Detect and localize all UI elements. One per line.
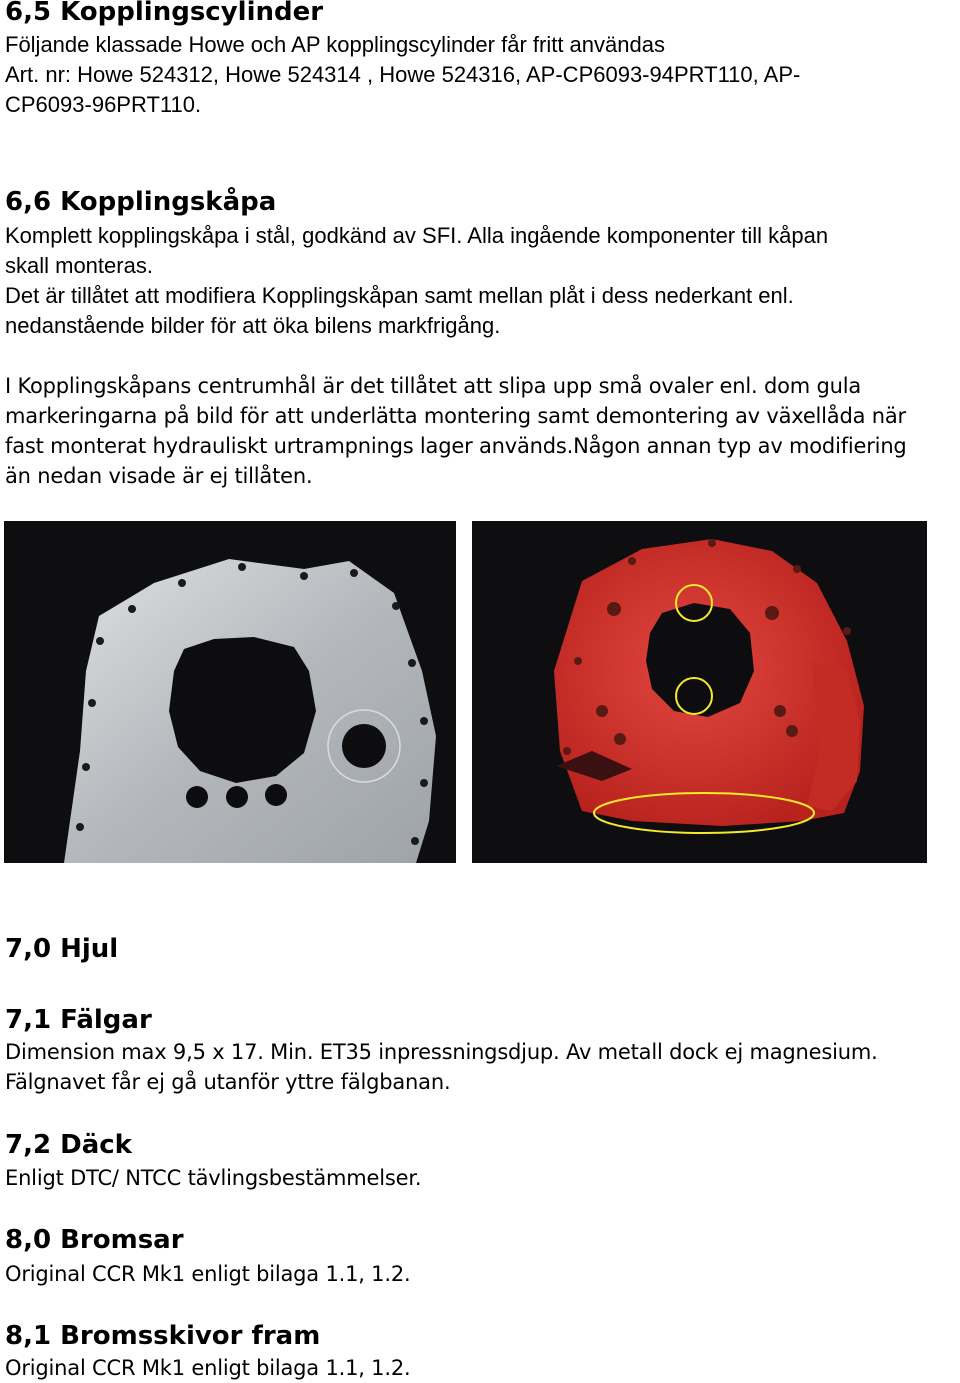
heading-7-0: 7,0 Hjul — [5, 934, 119, 964]
text-line: CP6093-96PRT110. — [5, 92, 202, 117]
heading-6-6: 6,6 Kopplingskåpa — [5, 187, 277, 217]
text-line: Art. nr: Howe 524312, Howe 524314 , Howe 524316, AP-CP6093-94PRT110, AP- — [5, 62, 801, 87]
paragraph-6-5 — [5, 30, 800, 120]
text-line: Original CCR Mk1 enligt bilaga 1.1, 1.2. — [5, 1262, 411, 1286]
paragraph-6-6-ovals — [5, 371, 907, 491]
text-line: än nedan visade är ej tillåten. — [5, 464, 313, 488]
heading-8-0: 8,0 Bromsar — [5, 1225, 184, 1255]
text-line: Enligt DTC/ NTCC tävlingsbestämmelser. — [5, 1166, 422, 1190]
paragraph-7-1 — [5, 1037, 878, 1097]
bellhousing-photo — [472, 521, 927, 863]
text-line: Följande klassade Howe och AP kopplingscylinder får fritt användas — [5, 32, 665, 57]
paragraph-6-6 — [5, 221, 828, 341]
paragraph-7-2 — [5, 1163, 421, 1193]
text-line: Original CCR Mk1 enligt bilaga 1.1, 1.2. — [5, 1356, 411, 1380]
text-line: Dimension max 9,5 x 17. Min. ET35 inpressningsdjup. Av metall dock ej magnesium. — [5, 1040, 878, 1064]
heading-8-1: 8,1 Bromsskivor fram — [5, 1321, 321, 1351]
text-line: Det är tillåtet att modifiera Kopplingskåpan samt mellan plåt i dess nederkant enl. — [5, 283, 794, 308]
text-line: markeringarna på bild för att underlätta montering samt demontering av växellåda när — [5, 404, 906, 428]
text-line: I Kopplingskåpans centrumhål är det tillåtet att slipa upp små ovaler enl. dom gula — [5, 374, 861, 398]
text-line: nedanstående bilder för att öka bilens markfrigång. — [5, 313, 501, 338]
heading-7-1: 7,1 Fälgar — [5, 1005, 152, 1035]
heading-7-2: 7,2 Däck — [5, 1130, 132, 1160]
paragraph-8-0 — [5, 1259, 410, 1289]
paragraph-8-1 — [5, 1353, 410, 1383]
mid-plate-photo — [4, 521, 456, 863]
text-line: Fälgnavet får ej gå utanför yttre fälgbanan. — [5, 1070, 451, 1094]
heading-6-5: 6,5 Kopplingscylinder — [5, 0, 324, 27]
text-line: fast monterat hydrauliskt urtrampnings lager används.Någon annan typ av modifiering — [5, 434, 907, 458]
text-line: Komplett kopplingskåpa i stål, godkänd av SFI. Alla ingående komponenter till kåpan — [5, 223, 829, 248]
text-line: skall monteras. — [5, 253, 153, 278]
